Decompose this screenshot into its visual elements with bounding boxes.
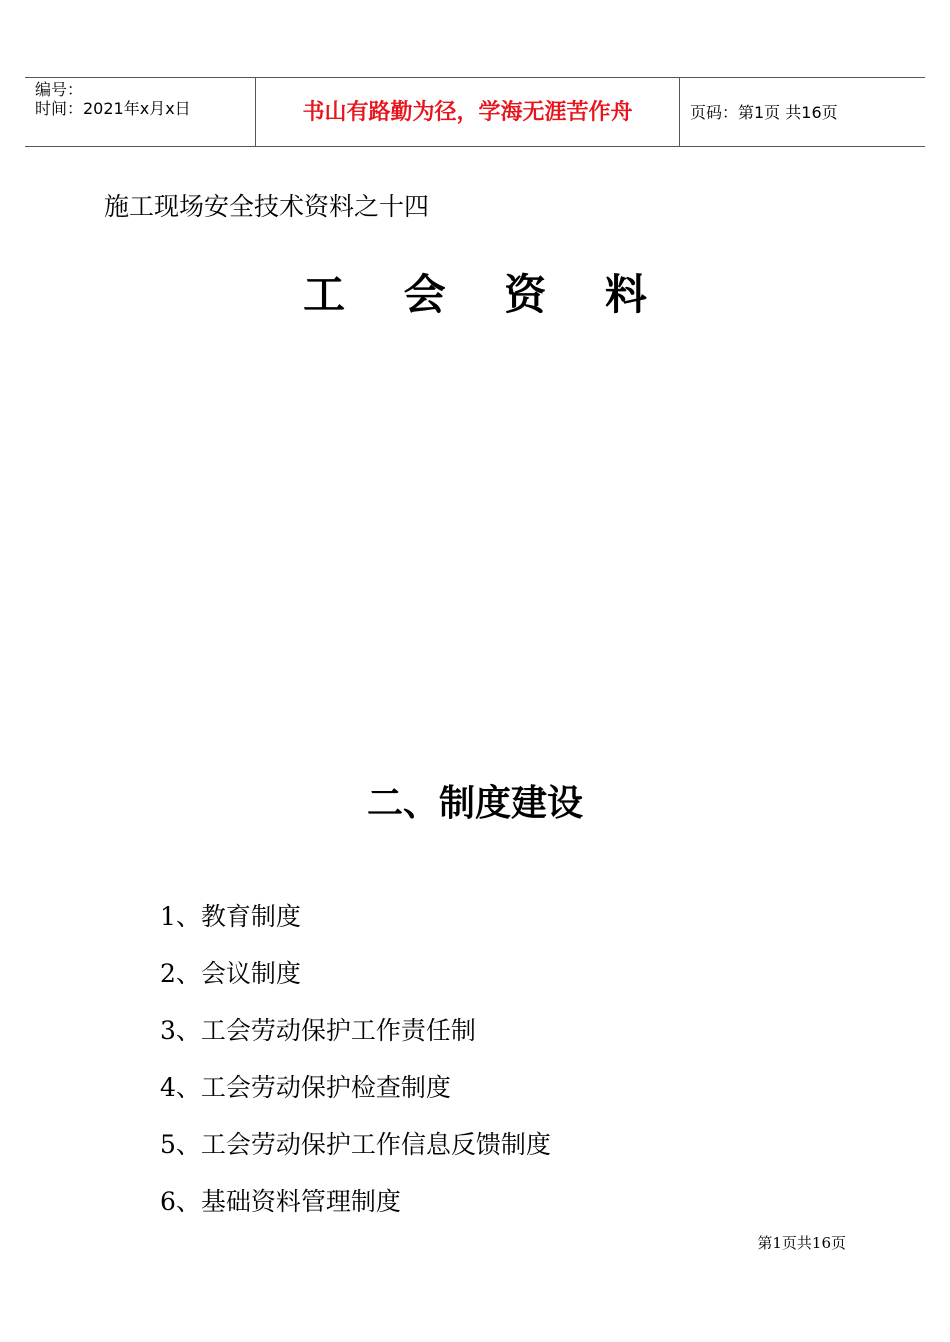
document-title: 工 会 资 料: [303, 270, 669, 319]
footer-page-number: 第1页共16页: [757, 1234, 846, 1252]
header-page-number: 页码：第1页 共16页: [690, 103, 838, 122]
header-info-cell: [25, 78, 255, 146]
header-page-cell: [680, 78, 925, 146]
list-item: 1、教育制度: [160, 902, 301, 931]
document-subtitle: 施工现场安全技术资料之十四: [104, 192, 430, 221]
list-item: 6、基础资料管理制度: [160, 1187, 401, 1216]
document-header: [25, 77, 925, 147]
document-date-label: 时间：2021年x月x日: [35, 99, 191, 118]
list-item: 2、会议制度: [160, 959, 301, 988]
list-item: 5、工会劳动保护工作信息反馈制度: [160, 1130, 551, 1159]
header-motto-cell: [255, 78, 680, 146]
document-number-label: 编号：: [35, 80, 84, 99]
list-item: 3、工会劳动保护工作责任制: [160, 1016, 476, 1045]
section-heading: 二、制度建设: [366, 783, 583, 824]
regulation-list: [160, 897, 551, 1239]
list-item: 4、工会劳动保护检查制度: [160, 1073, 451, 1102]
motto-text: 书山有路勤为径，学海无涯苦作舟: [302, 100, 633, 125]
